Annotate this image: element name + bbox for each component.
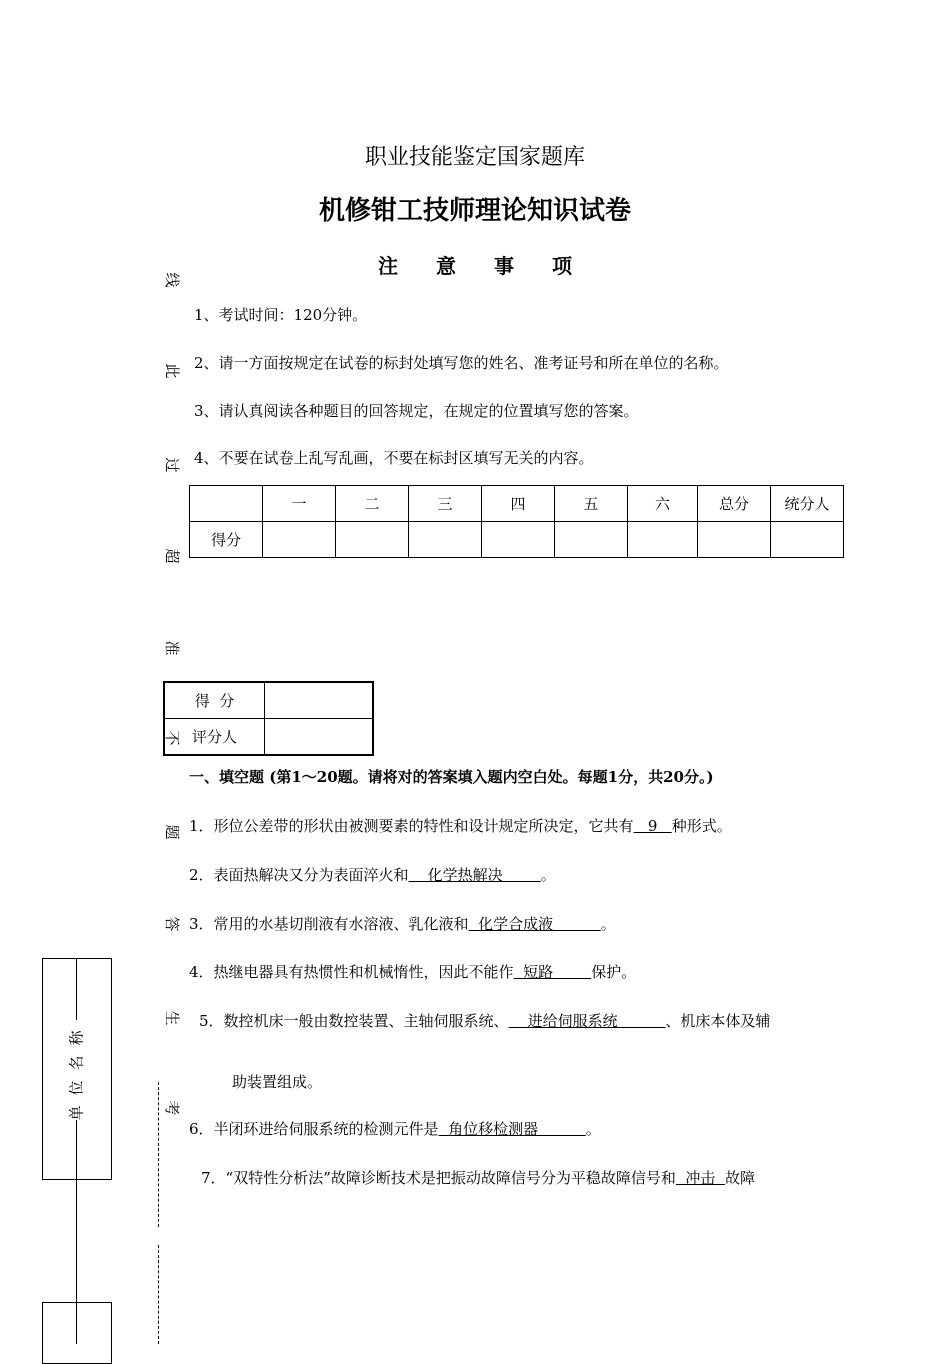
question-5-text: 5．数控机床一般由数控装置、主轴伺服系统、: [199, 1012, 509, 1030]
question-5: [199, 1010, 770, 1031]
question-2-answer[interactable]: 化学热解决: [408, 866, 541, 884]
grader-score-cell[interactable]: [265, 682, 374, 719]
grader-table: [163, 681, 374, 756]
unit-name-label: 单位名称: [67, 1019, 86, 1121]
question-1-tail: 种形式。: [671, 817, 732, 835]
question-6-text: 6．半闭环进给伺服系统的检测元件是: [189, 1120, 439, 1138]
unit-name-divider: [76, 958, 77, 1344]
score-cell-2[interactable]: [336, 522, 409, 558]
instruction-1: 1、考试时间：120分钟。: [194, 306, 368, 324]
score-header-6: 六: [628, 486, 698, 522]
question-5-continued-text: 助装置组成。: [232, 1073, 323, 1091]
notice-heading: 注意事项: [378, 254, 610, 278]
score-table-score-row: [190, 522, 844, 558]
grader-name-label: 评分人: [164, 719, 265, 756]
margin-char-sheng: 生: [163, 1010, 181, 1026]
score-header-4: 四: [482, 486, 555, 522]
question-3: [189, 913, 616, 934]
question-4-answer[interactable]: 短路: [513, 963, 592, 981]
question-3-answer[interactable]: 化学合成液: [468, 915, 601, 933]
instruction-2: 2、请一方面按规定在试卷的标封处填写您的姓名、准考证号和所在单位的名称。: [194, 354, 729, 372]
score-header-tallier: 统分人: [771, 486, 844, 522]
score-header-1: 一: [263, 486, 336, 522]
score-row-label: 得分: [190, 522, 263, 558]
question-7-text: 7．“双特性分析法”故障诊断技术是把振动故障信号分为平稳故障信号和: [201, 1169, 676, 1187]
question-3-tail: 。: [600, 915, 616, 933]
question-5-answer[interactable]: 进给伺服系统: [508, 1012, 666, 1030]
unit-name-label-wrap: [56, 1020, 96, 1120]
grader-name-cell[interactable]: [265, 719, 374, 756]
instruction-3: 3、请认真阅读各种题目的回答规定，在规定的位置填写您的答案。: [194, 402, 639, 420]
question-1: [189, 815, 732, 836]
question-6-tail: 。: [585, 1120, 601, 1138]
question-5-tail: 、机床本体及辅: [665, 1012, 771, 1030]
name-box: [42, 1302, 112, 1364]
margin-char-kao: 考: [163, 1100, 181, 1116]
margin-char-xian: 线: [163, 272, 181, 288]
seal-dashed-line: [158, 1082, 159, 1227]
question-4: [189, 961, 636, 982]
question-4-text: 4．热继电器具有热惯性和机械惰性，因此不能作: [189, 963, 514, 981]
question-1-text: 1．形位公差带的形状由被测要素的特性和设计规定所决定，它共有: [189, 817, 634, 835]
margin-char-da: 答: [163, 916, 181, 932]
question-7: [201, 1167, 755, 1188]
section-1-heading: 一、填空题 (第1～20题。请将对的答案填入题内空白处。每题1分，共20分。): [189, 768, 714, 786]
question-7-answer[interactable]: 冲击: [675, 1169, 725, 1187]
score-header-blank: [190, 486, 263, 522]
score-cell-4[interactable]: [482, 522, 555, 558]
grader-score-label: 得 分: [164, 682, 265, 719]
question-3-text: 3．常用的水基切削液有水溶液、乳化液和: [189, 915, 469, 933]
question-2-text: 2．表面热解决又分为表面淬火和: [189, 866, 409, 884]
margin-char-chao: 超: [163, 548, 181, 564]
question-2: [189, 864, 556, 885]
score-cell-tallier[interactable]: [771, 522, 844, 558]
score-cell-3[interactable]: [409, 522, 482, 558]
margin-char-zhun: 准: [163, 640, 181, 656]
instruction-4: 4、不要在试卷上乱写乱画，不要在标封区填写无关的内容。: [194, 449, 594, 467]
margin-char-ti: 题: [163, 824, 181, 840]
question-6-answer[interactable]: 角位移检测器: [438, 1120, 586, 1138]
score-cell-6[interactable]: [628, 522, 698, 558]
score-header-total: 总分: [698, 486, 771, 522]
question-2-tail: 。: [540, 866, 556, 884]
margin-char-bu: 不: [163, 730, 181, 746]
score-header-5: 五: [555, 486, 628, 522]
score-cell-5[interactable]: [555, 522, 628, 558]
question-5-continued: [232, 1071, 322, 1092]
question-1-answer[interactable]: 9: [633, 817, 672, 835]
question-7-tail: 故障: [724, 1169, 755, 1187]
margin-char-ci: 此: [163, 363, 181, 379]
seal-dashed-line-lower: [158, 1245, 159, 1344]
score-cell-total[interactable]: [698, 522, 771, 558]
margin-char-guo: 过: [163, 457, 181, 473]
question-4-tail: 保护。: [591, 963, 637, 981]
exam-bank-subtitle: 职业技能鉴定国家题库: [364, 145, 585, 170]
exam-title: 机修钳工技师理论知识试卷: [318, 196, 631, 226]
score-header-2: 二: [336, 486, 409, 522]
score-table-header-row: [190, 486, 844, 522]
score-header-3: 三: [409, 486, 482, 522]
score-table: [189, 485, 844, 558]
score-cell-1[interactable]: [263, 522, 336, 558]
question-6: [189, 1118, 601, 1139]
